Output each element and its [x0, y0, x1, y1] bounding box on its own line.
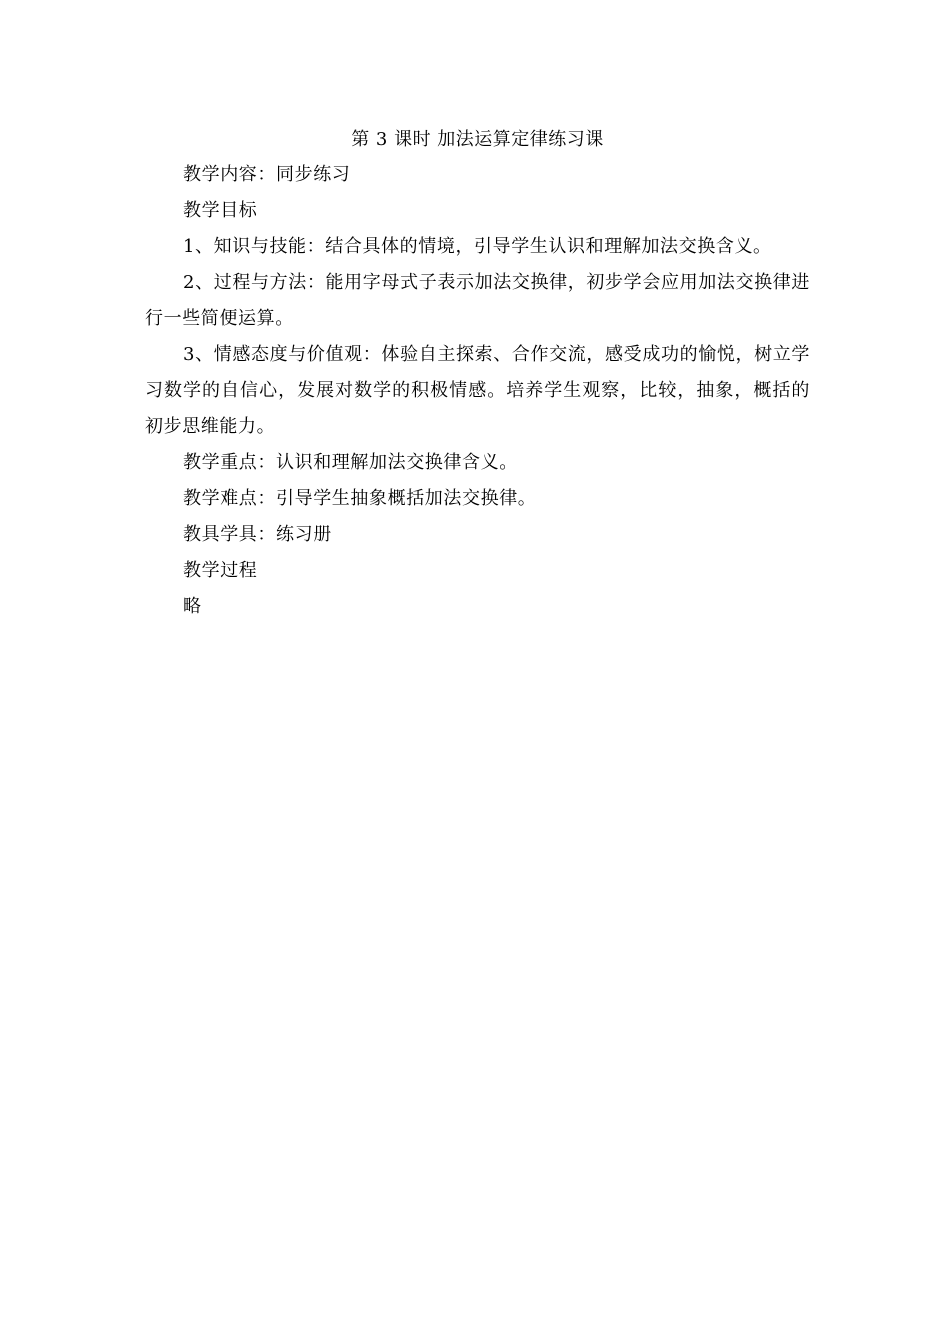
teaching-process-content: 略	[183, 596, 202, 617]
teaching-process-heading: 教学过程	[183, 560, 258, 581]
goal-knowledge-skills: 1、知识与技能：结合具体的情境，引导学生认识和理解加法交换含义。	[183, 236, 772, 257]
teaching-aids: 教具学具：练习册	[183, 524, 332, 545]
page-title: 第 3 课时 加法运算定律练习课	[351, 129, 604, 150]
goal-attitudes-values: 3、情感态度与价值观：体验自主探索、合作交流，感受成功的愉悦，树立学习数学的自信心，发展对数学的积极情感。培养学生观察，比较，抽象，概括的初步思维能力。	[145, 344, 810, 437]
teaching-difficulty: 教学难点：引导学生抽象概括加法交换律。	[183, 488, 537, 509]
goal-process-methods: 2、过程与方法：能用字母式子表示加法交换律，初步学会应用加法交换律进行一些简便运算。	[145, 272, 810, 329]
teaching-content: 教学内容：同步练习	[183, 164, 351, 185]
teaching-goals-heading: 教学目标	[183, 200, 258, 221]
teaching-key-point: 教学重点：认识和理解加法交换律含义。	[183, 452, 518, 473]
document-body	[145, 122, 810, 625]
